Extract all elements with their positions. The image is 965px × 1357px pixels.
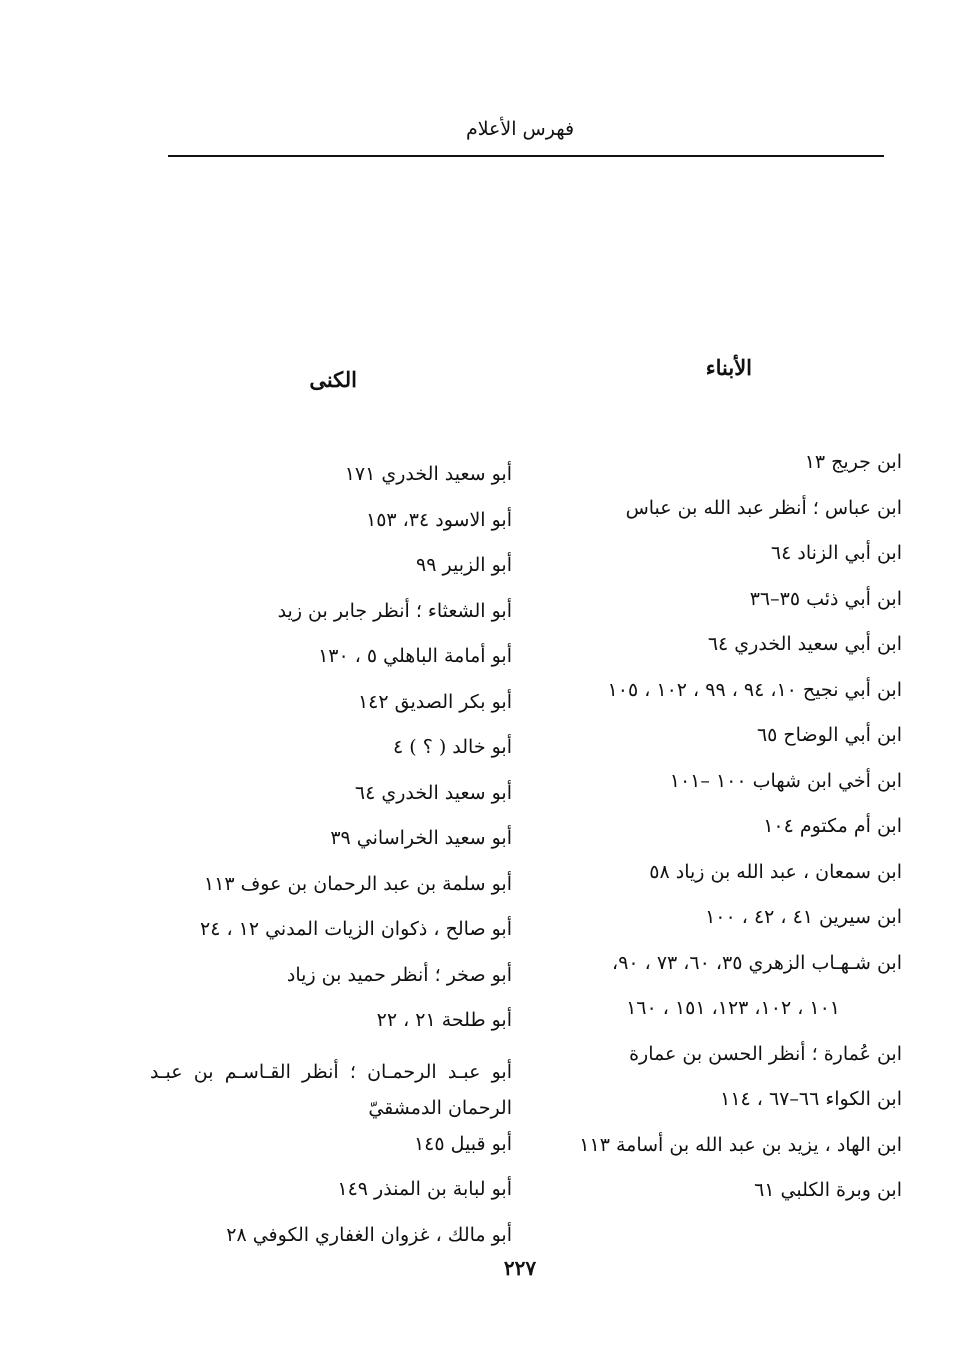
list-item: أبو الشعثاء ؛ أنظر جابر بن زيد <box>277 599 512 622</box>
list-item: أبو سلمة بن عبد الرحمان بن عوف ١١٣ <box>203 872 512 895</box>
list-item: أبو سعيد الخدري ٦٤ <box>354 781 512 804</box>
list-item: أبو بكر الصديق ١٤٢ <box>357 690 512 713</box>
list-item: أبو لبابة بن المنذر ١٤٩ <box>337 1178 512 1200</box>
list-item: ابن عُمارة ؛ أنظر الحسن بن عمارة <box>629 1042 902 1065</box>
right-column-list <box>540 450 902 1224</box>
list-item: ابن عباس ؛ أنظر عبد الله بن عباس <box>625 496 902 519</box>
list-item: أبو سعيد الخراساني ٣٩ <box>330 827 512 849</box>
list-item: ابن الهاد ، يزيد بن عبد الله بن أسامة ١١٣ <box>579 1133 902 1156</box>
list-item: ابن جريج ١٣ <box>804 451 902 473</box>
list-item: ابن أم مكتوم ١٠٤ <box>763 815 902 837</box>
page-number: ٢٢٧ <box>503 1256 537 1280</box>
left-column <box>150 367 512 1268</box>
list-item: ابن سيرين ٤١ ، ٤٢ ، ١٠٠ <box>705 906 902 928</box>
list-item: ابن أبي ذئب ٣٥–٣٦ <box>749 587 902 610</box>
list-item: ابن أخي ابن شهاب ١٠٠ –١٠١ <box>669 769 902 792</box>
list-item: ابن أبي الزناد ٦٤ <box>770 542 902 564</box>
list-item: أبو صخر ؛ أنظر حميد بن زياد <box>286 963 512 986</box>
list-item: أبو الزبير ٩٩ <box>416 554 512 576</box>
list-item: ابن أبي الوضاح ٦٥ <box>756 724 902 746</box>
list-item: أبو طلحة ٢١ ، ٢٢ <box>376 1009 512 1031</box>
list-item: أبو مالك ، غزوان الغفاري الكوفي ٢٨ <box>226 1223 512 1246</box>
running-head: فهرس الأعلام <box>465 118 575 140</box>
list-item: ابن أبي نجيح ١٠، ٩٤ ، ٩٩ ، ١٠٢ ، ١٠٥ <box>607 678 902 701</box>
list-item-continuation: ١٠١ ، ١٠٢، ١٢٣، ١٥١ ، ١٦٠ <box>626 997 840 1019</box>
list-item: أبو خالد ( ؟ ) ٤ <box>392 736 512 758</box>
left-column-title: الكنى <box>309 367 357 392</box>
list-item: أبو سعيد الخدري ١٧١ <box>344 463 512 485</box>
list-item: أبو قبيل ١٤٥ <box>413 1132 512 1155</box>
list-item: ابن الكواء ٦٦–٦٧ ، ١١٤ <box>720 1088 902 1110</box>
list-item: ابن شـهـاب الزهري ٣٥، ٦٠، ٧٣ ، ٩٠، <box>612 951 902 974</box>
list-item: أبو صالح ، ذكوان الزيات المدني ١٢ ، ٢٤ <box>199 918 512 940</box>
list-item: ابن وبرة الكلبي ٦١ <box>754 1179 902 1201</box>
list-item: ابن أبي سعيد الخدري ٦٤ <box>707 633 902 655</box>
list-item: ابن سمعان ، عبد الله بن زياد ٥٨ <box>649 860 902 883</box>
left-column-list <box>150 462 512 1268</box>
header-rule <box>168 155 884 157</box>
list-item: أبو عبـد الرحمـان ؛ أنظر القـاسـم بن عبـد الرحمان الدمشقيّ <box>150 1060 512 1119</box>
right-column-title: الأبناء <box>705 355 752 380</box>
list-item: أبو أمامة الباهلي ٥ ، ١٣٠ <box>318 645 512 667</box>
list-item: أبو الاسود ٣٤، ١٥٣ <box>366 508 512 531</box>
right-column <box>540 355 902 1224</box>
